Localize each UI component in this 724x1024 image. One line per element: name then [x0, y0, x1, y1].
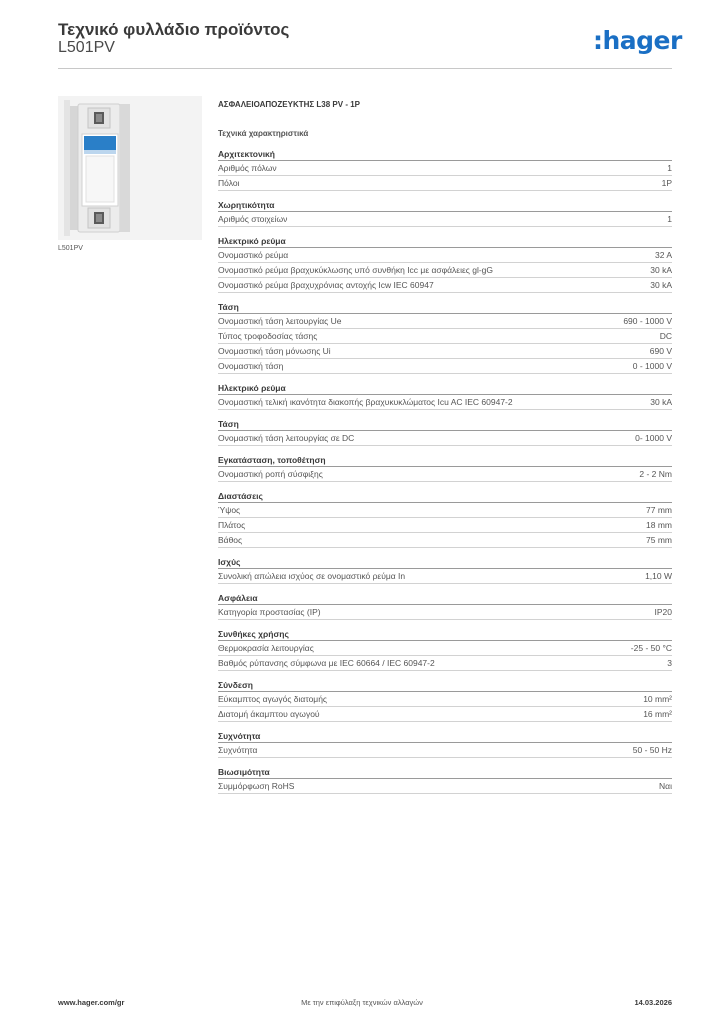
spec-label: Ονομαστική τελική ικανότητα διακοπής βραχυκυκλώματος Icu AC IEC 60947-2	[218, 397, 513, 407]
spec-value: 0- 1000 V	[635, 433, 672, 443]
fuse-holder-icon	[58, 96, 202, 240]
spec-section	[218, 148, 672, 191]
spec-label: Ονομαστικό ρεύμα	[218, 250, 289, 260]
page-title: Τεχνικό φυλλάδιο προϊόντος	[58, 20, 290, 39]
spec-content	[218, 98, 672, 794]
spec-section	[218, 301, 672, 374]
fuse-holder-product-image	[58, 96, 202, 240]
spec-label: Διατομή άκαμπτου αγωγού	[218, 709, 320, 719]
spec-section	[218, 235, 672, 293]
spec-row	[218, 641, 672, 656]
spec-section	[218, 556, 672, 584]
spec-section	[218, 418, 672, 446]
spec-value: 77 mm	[646, 505, 672, 515]
spec-value: 0 - 1000 V	[632, 361, 672, 371]
spec-row	[218, 344, 672, 359]
spec-row	[218, 605, 672, 620]
spec-section	[218, 592, 672, 620]
spec-value: 690 V	[649, 346, 672, 356]
spec-value: 32 A	[654, 250, 672, 260]
spec-label: Θερμοκρασία λειτουργίας	[218, 643, 314, 653]
spec-row	[218, 278, 672, 293]
spec-label: Συχνότητα	[218, 745, 258, 755]
spec-section	[218, 730, 672, 758]
section-title: Ηλεκτρικό ρεύμα	[218, 235, 672, 248]
section-title: Συχνότητα	[218, 730, 672, 743]
spec-value: 18 mm	[646, 520, 672, 530]
spec-label: Κατηγορία προστασίας (IP)	[218, 607, 321, 617]
section-title: Αρχιτεκτονική	[218, 148, 672, 161]
spec-section	[218, 454, 672, 482]
spec-value: 1	[667, 214, 672, 224]
spec-value: 16 mm²	[643, 709, 672, 719]
spec-row	[218, 692, 672, 707]
spec-section	[218, 382, 672, 410]
spec-row	[218, 503, 672, 518]
footer-note: Με την επιφύλαξη τεχνικών αλλαγών	[301, 998, 423, 1007]
section-title: Διαστάσεις	[218, 490, 672, 503]
hager-logo: :hager	[593, 26, 682, 55]
spec-section	[218, 628, 672, 671]
spec-row	[218, 707, 672, 722]
spec-value: 1P	[661, 178, 672, 188]
spec-row	[218, 359, 672, 374]
spec-row	[218, 467, 672, 482]
spec-value: IP20	[654, 607, 672, 617]
spec-sections	[218, 148, 672, 794]
spec-value: 3	[667, 658, 672, 668]
spec-subtitle: Τεχνικά χαρακτηριστικά	[218, 129, 309, 138]
spec-value: DC	[659, 331, 672, 341]
section-title: Χωρητικότητα	[218, 199, 672, 212]
spec-row	[218, 431, 672, 446]
image-caption: L501PV	[58, 245, 83, 252]
spec-row	[218, 176, 672, 191]
header-divider	[58, 68, 672, 69]
spec-section	[218, 490, 672, 548]
spec-row	[218, 656, 672, 671]
spec-value: -25 - 50 °C	[630, 643, 672, 653]
section-title: Ισχύς	[218, 556, 672, 569]
spec-value: 50 - 50 Hz	[632, 745, 672, 755]
spec-row	[218, 743, 672, 758]
spec-value: 30 kA	[650, 397, 672, 407]
spec-label: Εύκαμπτος αγωγός διατομής	[218, 694, 328, 704]
spec-row	[218, 518, 672, 533]
spec-section	[218, 199, 672, 227]
spec-row	[218, 263, 672, 278]
spec-label: Ονομαστική τάση	[218, 361, 284, 371]
spec-value: 1	[667, 163, 672, 173]
section-title: Τάση	[218, 301, 672, 314]
spec-label: Ονομαστική ροπή σύσφιξης	[218, 469, 323, 479]
spec-label: Αριθμός στοιχείων	[218, 214, 288, 224]
spec-row	[218, 212, 672, 227]
spec-value: Ναι	[659, 781, 672, 791]
spec-label: Ύψος	[218, 505, 241, 515]
section-title: Ηλεκτρικό ρεύμα	[218, 382, 672, 395]
spec-row	[218, 569, 672, 584]
spec-row	[218, 779, 672, 794]
spec-label: Ονομαστική τάση λειτουργίας Ue	[218, 316, 342, 326]
spec-label: Ονομαστική τάση μόνωσης Ui	[218, 346, 331, 356]
spec-label: Τύπος τροφοδοσίας τάσης	[218, 331, 318, 341]
spec-label: Βαθμός ρύπανσης σύμφωνα με IEC 60664 / IEC 60947-2	[218, 658, 435, 668]
spec-row	[218, 533, 672, 548]
spec-label: Βάθος	[218, 535, 243, 545]
spec-value: 2 - 2 Nm	[639, 469, 672, 479]
spec-value: 30 kA	[650, 280, 672, 290]
spec-value: 75 mm	[646, 535, 672, 545]
product-code: L501PV	[58, 39, 115, 56]
spec-value: 30 kA	[650, 265, 672, 275]
section-title: Συνθήκες χρήσης	[218, 628, 672, 641]
spec-row	[218, 161, 672, 176]
spec-label: Ονομαστικό ρεύμα βραχυχρόνιας αντοχής Icw IEC 60947	[218, 280, 434, 290]
section-title: Τάση	[218, 418, 672, 431]
product-name: ΑΣΦΑΛΕΙΟΑΠΟΖΕΥΚΤΗΣ L38 PV - 1P	[218, 100, 360, 109]
section-title: Εγκατάσταση, τοποθέτηση	[218, 454, 672, 467]
spec-section	[218, 766, 672, 794]
spec-label: Ονομαστικό ρεύμα βραχυκύκλωσης υπό συνθήκη Icc με ασφάλειες gl-gG	[218, 265, 494, 275]
spec-label: Πλάτος	[218, 520, 246, 530]
spec-value: 1,10 W	[645, 571, 672, 581]
spec-label: Αριθμός πόλων	[218, 163, 277, 173]
section-title: Σύνδεση	[218, 679, 672, 692]
spec-row	[218, 329, 672, 344]
spec-label: Συνολική απώλεια ισχύος σε ονομαστικό ρεύμα In	[218, 571, 406, 581]
section-title: Ασφάλεια	[218, 592, 672, 605]
spec-value: 690 - 1000 V	[623, 316, 672, 326]
spec-label: Ονομαστική τάση λειτουργίας σε DC	[218, 433, 355, 443]
section-title: Βιωσιμότητα	[218, 766, 672, 779]
spec-row	[218, 314, 672, 329]
spec-label: Πόλοι	[218, 178, 240, 188]
spec-label: Συμμόρφωση RoHS	[218, 781, 295, 791]
footer-website: www.hager.com/gr	[58, 998, 125, 1007]
spec-value: 10 mm²	[643, 694, 672, 704]
spec-section	[218, 679, 672, 722]
footer-date: 14.03.2026	[634, 998, 672, 1007]
spec-row	[218, 248, 672, 263]
spec-row	[218, 395, 672, 410]
